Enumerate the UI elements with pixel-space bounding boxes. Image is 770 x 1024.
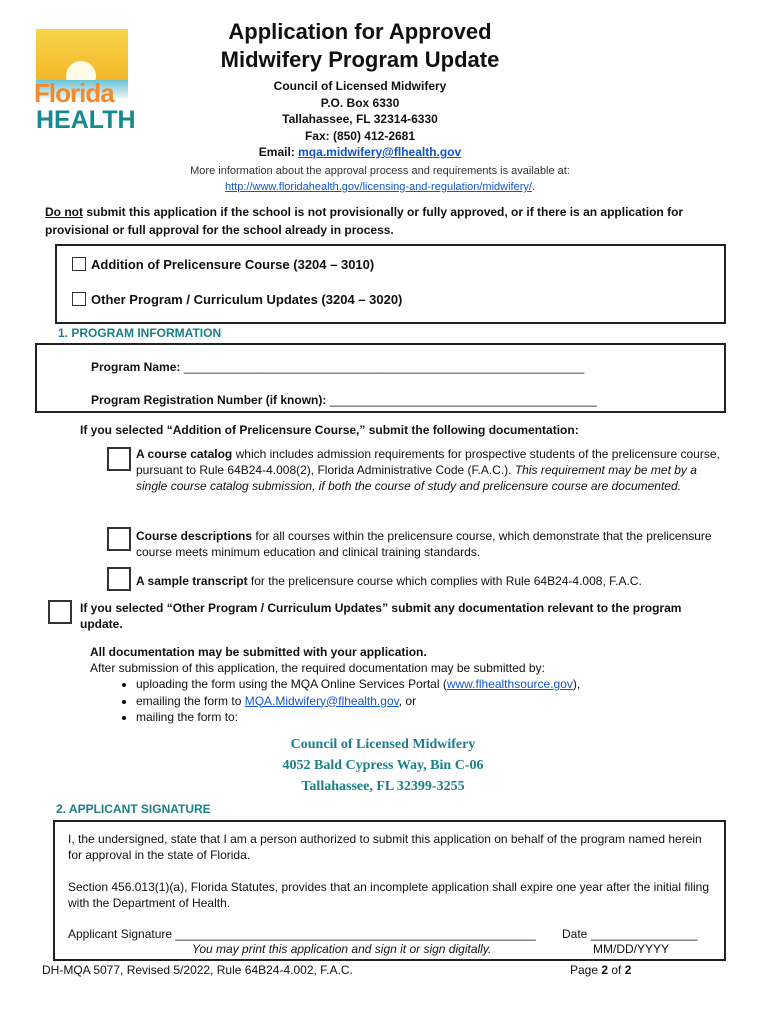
doc-item-note: This requirement may be met by a single course catalog submission, if both the course of study and prelicensure course are documented. bbox=[136, 463, 697, 493]
page-number bbox=[570, 962, 631, 978]
submission-methods bbox=[90, 676, 720, 726]
email-link[interactable]: MQA.Midwifery@flhealth.gov bbox=[244, 693, 399, 708]
logo-text-florida: Florida bbox=[34, 78, 114, 108]
option-label: Addition of Prelicensure Course (3204 – 3010) bbox=[91, 257, 375, 272]
doc-item-sample-transcript bbox=[136, 573, 726, 589]
statute-text: Section 456.013(1)(a), Florida Statutes, provides that an incomplete application shall expire one year after the initial filing with the Department of Health. bbox=[68, 880, 710, 910]
method-text: mailing the form to: bbox=[136, 710, 239, 724]
doc-item-text: for all courses within the prelicensure course, which demonstrate that the prelicensure course meets minimum education and clinical training standards. bbox=[136, 529, 712, 559]
method-text: uploading the form using the MQA Online Services Portal ( bbox=[136, 677, 447, 691]
signature-field[interactable]: ______________________________________________________ bbox=[175, 927, 536, 941]
address-line: Tallahassee, FL 32399-3255 bbox=[301, 779, 465, 794]
doc-item-text: which includes admission requirements for prospective students of the prelicensure course, pursuant to Rule 64B24-4.008(2), Florida Administrative Code (F.A.C.). bbox=[136, 447, 720, 477]
date-format: MM/DD/YYYY bbox=[593, 942, 670, 956]
mailing-address bbox=[180, 734, 586, 797]
method-upload bbox=[136, 676, 720, 693]
info-text: More information about the approval process and requirements is available at: bbox=[190, 165, 570, 177]
page-text: of bbox=[608, 963, 625, 977]
florida-health-logo bbox=[34, 29, 136, 134]
section-2-heading: 2. APPLICANT SIGNATURE bbox=[56, 802, 211, 816]
registration-number-label: Program Registration Number (if known): bbox=[91, 393, 330, 407]
form-id: DH-MQA 5077, Revised 5/2022, Rule 64B24-4.002, F.A.C. bbox=[42, 963, 353, 977]
signature-box bbox=[53, 820, 726, 961]
email-label: Email: bbox=[258, 145, 299, 159]
info-block bbox=[120, 163, 640, 195]
logo-text-health: HEALTH bbox=[36, 106, 136, 134]
doc-item-course-descriptions bbox=[136, 528, 726, 560]
info-end: . bbox=[531, 181, 535, 193]
section-1-heading: 1. PROGRAM INFORMATION bbox=[58, 326, 222, 340]
docs-intro: If you selected “Addition of Prelicensure Course,” submit the following documentation: bbox=[80, 423, 579, 437]
fax: Fax: (850) 412-2681 bbox=[304, 128, 416, 143]
method-text: , or bbox=[398, 693, 417, 708]
warning-lead: Do not bbox=[45, 205, 83, 219]
submission-intro: After submission of this application, the required documentation may be submitted by: bbox=[90, 661, 545, 675]
info-url-link[interactable]: http://www.floridahealth.gov/licensing-and-regulation/midwifery/ bbox=[225, 181, 532, 193]
date-label: Date bbox=[562, 927, 591, 941]
submission-block bbox=[90, 644, 720, 726]
method-text: ), bbox=[572, 677, 581, 691]
application-type-box bbox=[55, 244, 726, 324]
option-prelicensure[interactable] bbox=[72, 257, 374, 272]
date-field[interactable]: ________________ bbox=[590, 927, 698, 941]
method-email bbox=[136, 693, 720, 710]
signature-note: You may print this application and sign it or sign digitally. bbox=[192, 942, 492, 956]
title-line-2: Midwifery Program Update bbox=[220, 47, 500, 72]
doc-item-title: A sample transcript bbox=[136, 574, 248, 588]
program-name-label: Program Name: bbox=[91, 360, 184, 374]
method-mail bbox=[136, 709, 720, 726]
portal-link[interactable]: www.flhealthsource.gov bbox=[446, 677, 573, 691]
program-info-box bbox=[35, 343, 726, 413]
authorization-statement: I, the undersigned, state that I am a person authorized to submit this application on behalf of the program named herein for approval in the state of Florida. bbox=[68, 832, 702, 862]
warning-body: submit this application if the school is not provisionally or fully approved, or if there is an application for provisional or full approval for the school already in process. bbox=[45, 205, 684, 237]
warning-text bbox=[45, 203, 735, 239]
address-line: Council of Licensed Midwifery bbox=[290, 737, 476, 752]
contact-block bbox=[160, 78, 560, 161]
method-text: emailing the form to bbox=[136, 693, 245, 708]
doc-item-title: Course descriptions bbox=[136, 529, 253, 543]
course-descriptions-checkbox[interactable] bbox=[107, 527, 131, 551]
po-box: P.O. Box 6330 bbox=[320, 95, 400, 110]
city: Tallahassee, FL 32314-6330 bbox=[282, 112, 438, 126]
checkbox[interactable] bbox=[72, 257, 86, 271]
option-other-updates[interactable] bbox=[72, 292, 402, 307]
address-line: 4052 Bald Cypress Way, Bin C-06 bbox=[282, 758, 484, 773]
other-updates-text: If you selected “Other Program / Curriculum Updates” submit any documentation relevant to the program update. bbox=[80, 601, 682, 631]
doc-item-title: A course catalog bbox=[136, 447, 233, 461]
course-catalog-checkbox[interactable] bbox=[107, 447, 131, 471]
doc-item-text: for the prelicensure course which complies with Rule 64B24-4.008, F.A.C. bbox=[247, 574, 642, 588]
email-link[interactable]: mqa.midwifery@flhealth.gov bbox=[298, 145, 462, 159]
page-title bbox=[160, 18, 560, 74]
doc-item-course-catalog bbox=[136, 446, 726, 494]
page-total: 2 bbox=[624, 963, 632, 977]
option-label: Other Program / Curriculum Updates (3204 – 3020) bbox=[91, 292, 403, 307]
registration-number-field[interactable]: ________________________________________ bbox=[329, 393, 597, 407]
submission-heading: All documentation may be submitted with your application. bbox=[90, 645, 427, 659]
other-updates-checkbox[interactable] bbox=[48, 600, 72, 624]
signature-label: Applicant Signature bbox=[68, 927, 176, 941]
page-text: Page bbox=[570, 963, 602, 977]
sample-transcript-checkbox[interactable] bbox=[107, 567, 131, 591]
page-current: 2 bbox=[601, 963, 609, 977]
title-line-1: Application for Approved bbox=[228, 19, 492, 44]
council-name: Council of Licensed Midwifery bbox=[273, 79, 447, 93]
program-name-field[interactable]: ____________________________________________________________ bbox=[183, 360, 585, 374]
checkbox[interactable] bbox=[72, 292, 86, 306]
